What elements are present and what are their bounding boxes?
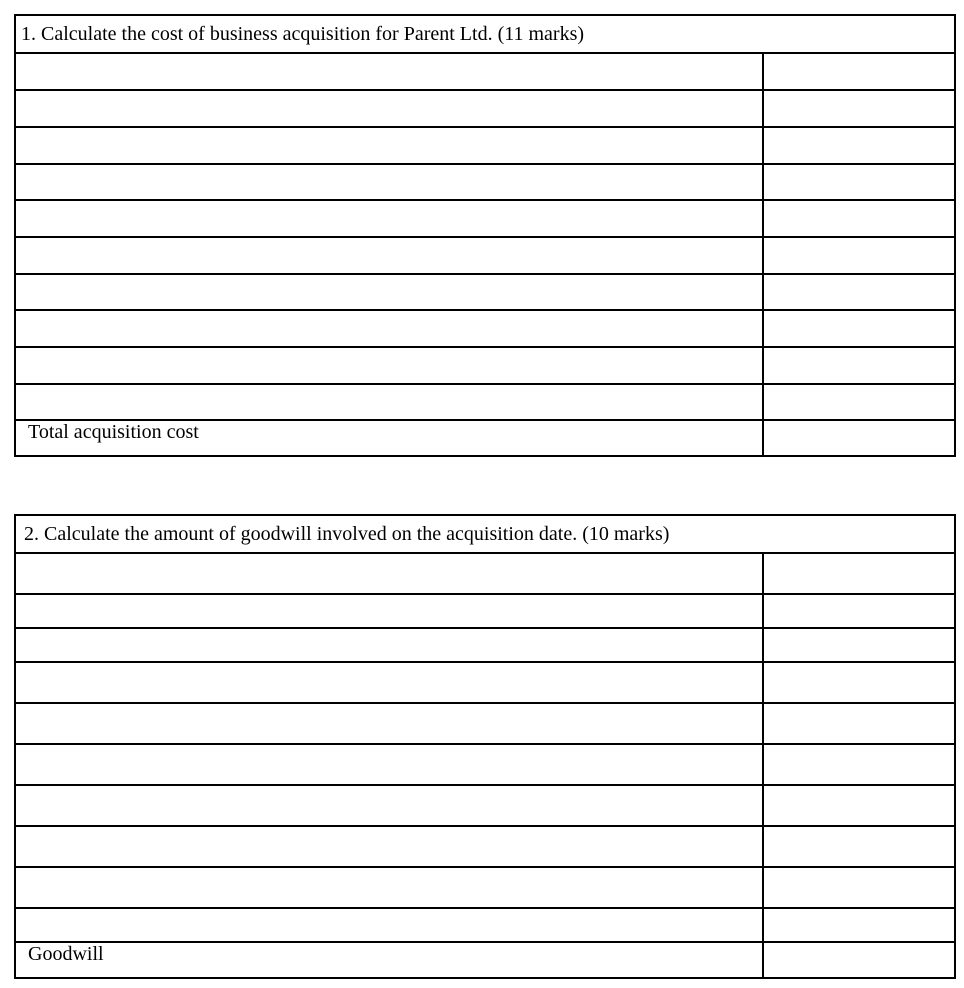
table-row <box>15 744 955 785</box>
amount-cell[interactable] <box>763 274 955 310</box>
amount-cell[interactable] <box>763 310 955 347</box>
table-row <box>15 200 955 237</box>
acquisition-cost-table <box>14 14 956 457</box>
amount-cell[interactable] <box>763 200 955 237</box>
amount-cell[interactable] <box>763 785 955 826</box>
table-row <box>15 867 955 908</box>
table-row <box>15 703 955 744</box>
description-cell[interactable] <box>15 628 763 662</box>
description-cell[interactable] <box>15 908 763 942</box>
description-cell[interactable] <box>15 164 763 200</box>
total-acquisition-cost-amount-cell[interactable] <box>763 420 955 456</box>
description-cell[interactable] <box>15 826 763 867</box>
table-title-row <box>15 15 955 53</box>
question-1-title: 1. Calculate the cost of business acquisition for Parent Ltd. (11 marks) <box>15 15 955 53</box>
description-cell[interactable] <box>15 384 763 420</box>
description-cell[interactable] <box>15 310 763 347</box>
table-row <box>15 310 955 347</box>
amount-cell[interactable] <box>763 90 955 127</box>
amount-cell[interactable] <box>763 127 955 164</box>
description-cell[interactable] <box>15 662 763 703</box>
description-cell[interactable] <box>15 200 763 237</box>
table-row <box>15 90 955 127</box>
table-row <box>15 826 955 867</box>
total-acquisition-cost-label: Total acquisition cost <box>15 420 763 456</box>
table-row <box>15 384 955 420</box>
amount-cell[interactable] <box>763 662 955 703</box>
description-cell[interactable] <box>15 553 763 594</box>
description-cell[interactable] <box>15 867 763 908</box>
amount-cell[interactable] <box>763 237 955 274</box>
amount-cell[interactable] <box>763 628 955 662</box>
table-row <box>15 594 955 628</box>
amount-cell[interactable] <box>763 867 955 908</box>
description-cell[interactable] <box>15 703 763 744</box>
amount-cell[interactable] <box>763 553 955 594</box>
description-cell[interactable] <box>15 90 763 127</box>
description-cell[interactable] <box>15 53 763 90</box>
amount-cell[interactable] <box>763 53 955 90</box>
amount-cell[interactable] <box>763 826 955 867</box>
table-row <box>15 164 955 200</box>
goodwill-table <box>14 514 956 979</box>
table-title-row <box>15 515 955 553</box>
description-cell[interactable] <box>15 785 763 826</box>
description-cell[interactable] <box>15 127 763 164</box>
amount-cell[interactable] <box>763 908 955 942</box>
total-row <box>15 942 955 978</box>
goodwill-label: Goodwill <box>15 942 763 978</box>
amount-cell[interactable] <box>763 384 955 420</box>
amount-cell[interactable] <box>763 347 955 384</box>
table-row <box>15 53 955 90</box>
table-row <box>15 662 955 703</box>
table-row <box>15 553 955 594</box>
table-row <box>15 908 955 942</box>
description-cell[interactable] <box>15 347 763 384</box>
table-row <box>15 628 955 662</box>
amount-cell[interactable] <box>763 164 955 200</box>
table-row <box>15 127 955 164</box>
description-cell[interactable] <box>15 237 763 274</box>
amount-cell[interactable] <box>763 594 955 628</box>
question-2-title: 2. Calculate the amount of goodwill involved on the acquisition date. (10 marks) <box>15 515 955 553</box>
total-row <box>15 420 955 456</box>
table-row <box>15 347 955 384</box>
description-cell[interactable] <box>15 744 763 785</box>
amount-cell[interactable] <box>763 703 955 744</box>
amount-cell[interactable] <box>763 744 955 785</box>
table-row <box>15 237 955 274</box>
description-cell[interactable] <box>15 594 763 628</box>
table-row <box>15 274 955 310</box>
description-cell[interactable] <box>15 274 763 310</box>
table-row <box>15 785 955 826</box>
goodwill-amount-cell[interactable] <box>763 942 955 978</box>
